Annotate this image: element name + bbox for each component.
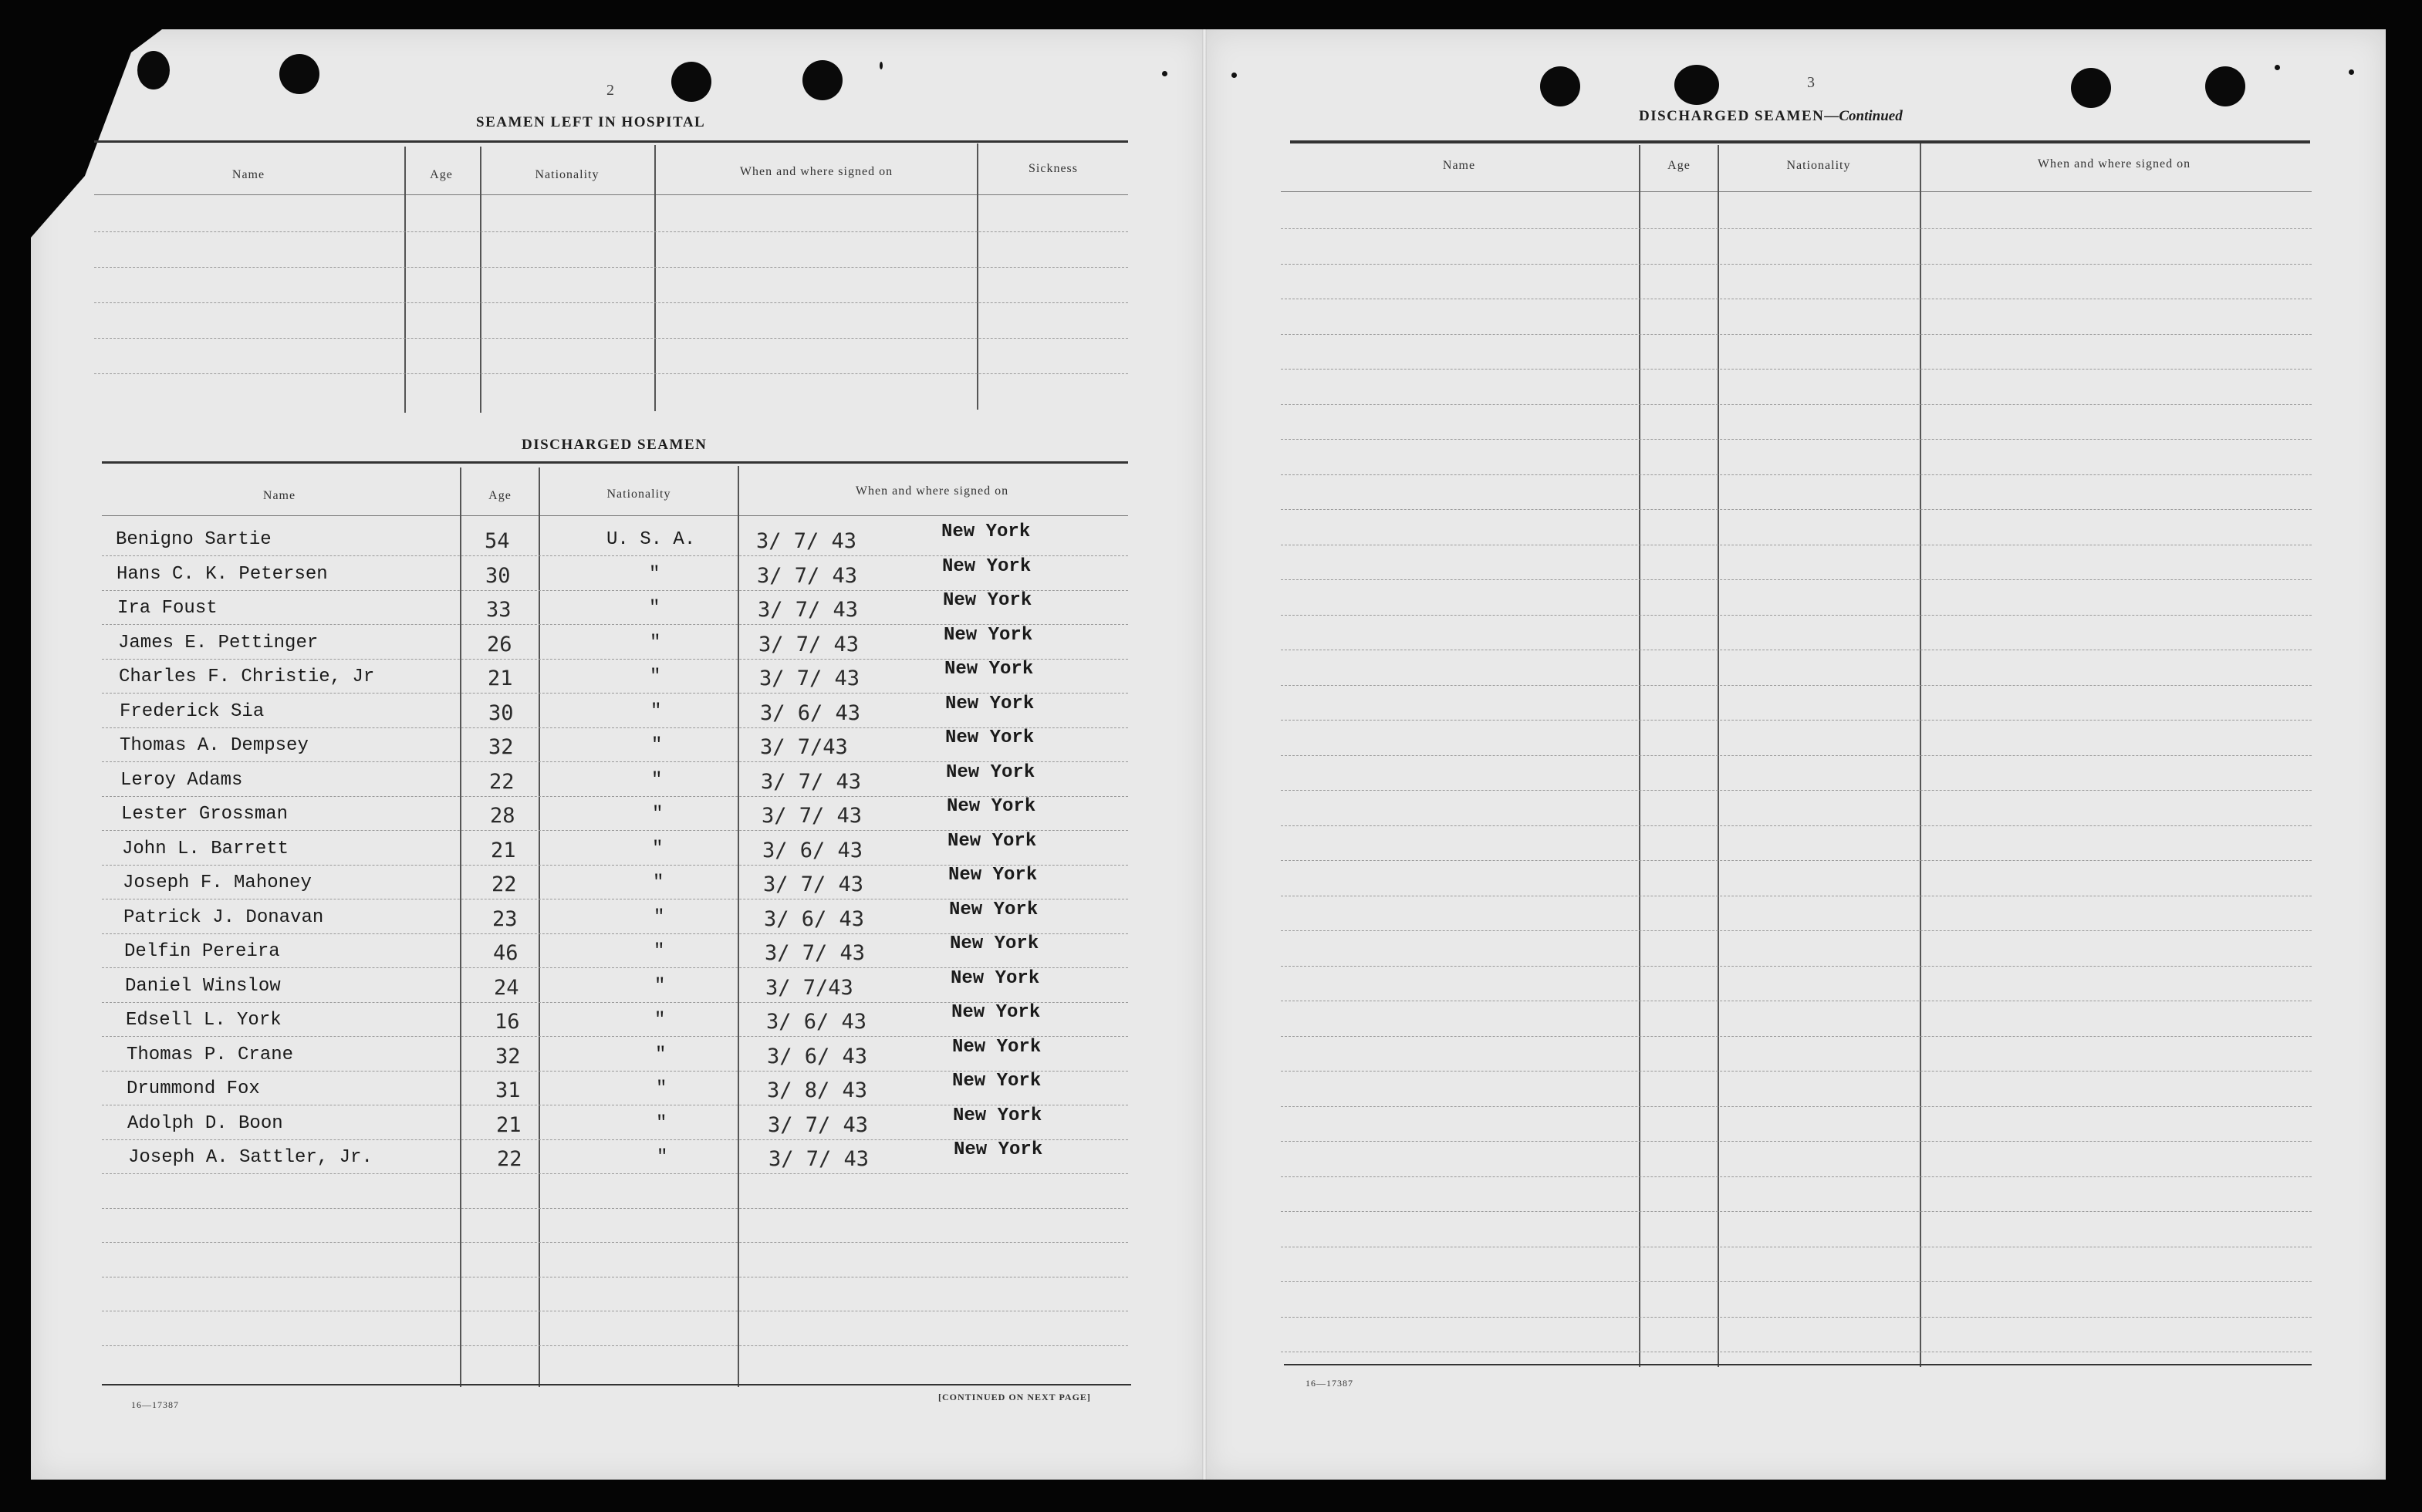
- row-nationality: ": [652, 804, 664, 825]
- discharged-section-title: DISCHARGED SEAMEN: [522, 437, 708, 453]
- hospital-col-name: Name: [231, 168, 265, 181]
- ruled-line: [102, 1277, 1128, 1278]
- page-number-left: 2: [606, 82, 614, 99]
- binder-hole: [671, 62, 711, 102]
- continued-note: [CONTINUED ON NEXT PAGE]: [938, 1392, 1091, 1402]
- right-title-main: DISCHARGED SEAMEN: [1639, 108, 1825, 124]
- binder-hole: [2071, 68, 2111, 108]
- ruled-line: [94, 267, 1128, 268]
- row-nationality: ": [656, 1078, 667, 1099]
- row-age: 46: [493, 941, 519, 965]
- row-date: 3/ 7/ 43: [763, 872, 864, 896]
- binder-hole: [279, 54, 319, 94]
- binder-hole: [802, 60, 843, 100]
- row-name: Thomas A. Dempsey: [120, 735, 309, 756]
- ruled-line: [1281, 1176, 2312, 1178]
- binder-hole: [137, 51, 170, 89]
- binder-hole: [1540, 66, 1580, 106]
- row-age: 32: [488, 735, 514, 759]
- row-nationality: ": [654, 906, 665, 928]
- discharged-head-rule: [102, 515, 1128, 516]
- ruled-line: [94, 302, 1128, 304]
- hospital-col-nationality: Nationality: [535, 168, 600, 181]
- paper-speck: [2349, 69, 2354, 75]
- row-date: 3/ 6/ 43: [762, 838, 863, 862]
- hospital-divider: [977, 143, 978, 410]
- row-name: Adolph D. Boon: [127, 1112, 283, 1134]
- row-nationality: ": [654, 1010, 666, 1031]
- row-date: 3/ 7/ 43: [761, 769, 862, 794]
- right-title-suffix: —Continued: [1824, 108, 1903, 124]
- row-place: New York: [946, 761, 1035, 783]
- ruled-line: [102, 1173, 1128, 1175]
- hospital-section-title: SEAMEN LEFT IN HOSPITAL: [476, 114, 706, 130]
- row-nationality: ": [657, 1147, 668, 1168]
- row-name: Hans C. K. Petersen: [117, 563, 328, 585]
- row-date: 3/ 7/ 43: [757, 563, 858, 588]
- ruled-line: [1281, 369, 2312, 370]
- row-nationality: ": [649, 598, 660, 619]
- row-nationality: ": [652, 838, 664, 859]
- row-date: 3/ 6/ 43: [766, 1010, 867, 1034]
- ruled-line: [1281, 1281, 2312, 1283]
- row-age: 21: [496, 1112, 522, 1137]
- row-name: Patrick J. Donavan: [123, 906, 324, 928]
- row-date: 3/ 7/43: [765, 975, 853, 1000]
- row-age: 26: [487, 632, 512, 656]
- row-place: New York: [952, 1036, 1042, 1058]
- ruled-line: [1281, 1001, 2312, 1002]
- ruled-line: [1281, 650, 2312, 651]
- row-place: New York: [945, 693, 1035, 714]
- row-nationality: ": [651, 735, 663, 756]
- discharged-divider: [460, 467, 461, 1387]
- row-name: Leroy Adams: [120, 769, 243, 791]
- page-spine: [1202, 29, 1207, 1480]
- row-name: Edsell L. York: [126, 1010, 282, 1031]
- ruled-line: [1281, 299, 2312, 300]
- row-name: Lester Grossman: [121, 804, 289, 825]
- row-date: 3/ 7/ 43: [765, 941, 866, 965]
- row-place: New York: [948, 865, 1038, 886]
- ruled-line: [1281, 579, 2312, 581]
- row-nationality: ": [650, 667, 661, 687]
- row-age: 31: [495, 1078, 521, 1102]
- ruled-line: [1281, 1036, 2312, 1038]
- row-date: 3/ 7/ 43: [768, 1147, 870, 1171]
- discharged-col-name: Name: [262, 489, 296, 502]
- ruled-line: [102, 1311, 1128, 1312]
- row-nationality: U. S. A.: [606, 529, 696, 550]
- hospital-col-age: Age: [430, 168, 453, 181]
- row-name: John L. Barrett: [122, 838, 289, 859]
- row-place: New York: [949, 899, 1039, 920]
- hospital-col-sickness: Sickness: [1029, 162, 1078, 175]
- row-place: New York: [943, 590, 1032, 611]
- row-place: New York: [947, 796, 1036, 817]
- row-nationality: ": [656, 1112, 667, 1134]
- row-place: New York: [945, 727, 1035, 748]
- ruled-line: [1281, 1317, 2312, 1318]
- ruled-line: [1281, 1352, 2312, 1353]
- row-date: 3/ 7/ 43: [758, 598, 859, 622]
- row-nationality: ": [649, 563, 660, 585]
- row-name: Drummond Fox: [127, 1078, 260, 1099]
- row-age: 32: [495, 1044, 521, 1068]
- form-number-right: 16—17387: [1306, 1378, 1353, 1389]
- ruled-line: [1281, 860, 2312, 862]
- ruled-line: [102, 1242, 1128, 1244]
- ruled-line: [1281, 334, 2312, 336]
- right-col-nationality: Nationality: [1786, 159, 1851, 172]
- row-date: 3/ 6/ 43: [767, 1044, 868, 1068]
- row-name: James E. Pettinger: [118, 632, 319, 653]
- row-age: 22: [491, 872, 517, 896]
- row-name: Delfin Pereira: [124, 941, 280, 962]
- ruled-line: [1281, 1106, 2312, 1108]
- ruled-line: [1281, 1247, 2312, 1248]
- row-name: Benigno Sartie: [116, 529, 272, 550]
- ruled-line: [1281, 228, 2312, 230]
- row-date: 3/ 8/ 43: [767, 1078, 868, 1102]
- row-place: New York: [948, 830, 1037, 852]
- right-col-signed-on: When and where signed on: [2037, 157, 2191, 170]
- discharged-divider: [738, 466, 739, 1387]
- right-col-name: Name: [1442, 159, 1476, 172]
- ruled-line: [1281, 1141, 2312, 1142]
- row-name: Frederick Sia: [120, 700, 265, 722]
- row-date: 3/ 7/ 43: [762, 804, 863, 828]
- discharged-top-rule: [102, 461, 1128, 464]
- hospital-head-rule: [94, 194, 1128, 195]
- discharged-divider: [539, 467, 540, 1387]
- ruled-line: [1281, 404, 2312, 406]
- ruled-line: [102, 1208, 1128, 1210]
- row-nationality: ": [654, 975, 666, 997]
- row-name: Ira Foust: [117, 598, 218, 619]
- row-place: New York: [954, 1139, 1043, 1160]
- ruled-line: [1281, 825, 2312, 827]
- ruled-line: [102, 1345, 1128, 1347]
- row-name: Thomas P. Crane: [127, 1044, 294, 1065]
- row-date: 3/ 7/43: [760, 735, 848, 759]
- row-age: 16: [495, 1010, 520, 1034]
- row-age: 33: [486, 598, 512, 622]
- ruled-line: [1281, 685, 2312, 687]
- row-nationality: ": [650, 700, 662, 722]
- row-place: New York: [951, 967, 1040, 989]
- right-bottom-rule: [1284, 1364, 2312, 1365]
- row-age: 22: [497, 1147, 522, 1171]
- row-name: Charles F. Christie, Jr: [119, 667, 375, 687]
- row-place: New York: [951, 1002, 1041, 1023]
- row-place: New York: [950, 933, 1039, 954]
- ruled-line: [1281, 1071, 2312, 1072]
- ruled-line: [1281, 264, 2312, 265]
- ruled-line: [94, 231, 1128, 233]
- ruled-line: [1281, 1211, 2312, 1213]
- ruled-line: [1281, 615, 2312, 616]
- paper-speck: [1231, 73, 1237, 78]
- discharged-col-age: Age: [488, 489, 512, 502]
- ruled-line: [1281, 474, 2312, 476]
- row-name: Joseph F. Mahoney: [123, 872, 312, 893]
- row-date: 3/ 7/ 43: [768, 1112, 869, 1137]
- row-name: Daniel Winslow: [125, 975, 281, 997]
- row-age: 22: [489, 769, 515, 794]
- row-place: New York: [941, 521, 1031, 542]
- ruled-line: [1281, 545, 2312, 546]
- row-nationality: ": [650, 632, 661, 653]
- right-col-age: Age: [1667, 159, 1691, 172]
- page-number-right: 3: [1807, 74, 1815, 91]
- row-age: 28: [490, 804, 515, 828]
- row-date: 3/ 6/ 43: [760, 700, 861, 725]
- paper-speck: [2275, 65, 2280, 70]
- row-age: 30: [485, 563, 511, 588]
- discharged-bottom-rule: [102, 1384, 1131, 1385]
- row-date: 3/ 7/ 43: [759, 667, 860, 690]
- row-nationality: ": [654, 941, 665, 962]
- row-place: New York: [944, 659, 1034, 680]
- ruled-line: [1281, 896, 2312, 897]
- row-date: 3/ 7/ 43: [758, 632, 860, 656]
- right-section-title: [1639, 108, 1903, 125]
- row-place: New York: [944, 624, 1033, 646]
- form-number-left: 16—17387: [131, 1399, 179, 1410]
- row-age: 21: [488, 667, 513, 690]
- paper-speck: [1162, 71, 1167, 76]
- ruled-line: [1281, 755, 2312, 757]
- row-nationality: ": [653, 872, 664, 893]
- row-place: New York: [952, 1071, 1042, 1092]
- discharged-col-signed-on: When and where signed on: [855, 484, 1009, 498]
- ruled-line: [1281, 930, 2312, 932]
- row-place: New York: [953, 1105, 1042, 1126]
- row-age: 30: [488, 700, 514, 725]
- hospital-divider: [654, 145, 656, 411]
- row-age: 21: [491, 838, 516, 862]
- discharged-col-nationality: Nationality: [606, 488, 671, 501]
- row-age: 54: [485, 529, 510, 553]
- row-date: 3/ 6/ 43: [764, 906, 865, 931]
- row-date: 3/ 7/ 43: [756, 529, 857, 553]
- ruled-line: [94, 373, 1128, 375]
- ruled-line: [1281, 966, 2312, 967]
- row-nationality: ": [655, 1044, 667, 1065]
- right-top-rule: [1290, 140, 2310, 143]
- ruled-line: [1281, 720, 2312, 721]
- row-age: 23: [492, 906, 518, 931]
- row-nationality: ": [651, 769, 663, 791]
- hospital-top-rule: [94, 140, 1128, 143]
- row-age: 24: [494, 975, 519, 1000]
- paper-speck: [880, 62, 883, 69]
- ruled-line: [1281, 439, 2312, 440]
- binder-hole: [1674, 65, 1719, 105]
- ruled-line: [94, 338, 1128, 339]
- row-name: Joseph A. Sattler, Jr.: [128, 1147, 373, 1168]
- binder-hole: [2205, 66, 2245, 106]
- ruled-line: [1281, 790, 2312, 791]
- right-head-rule: [1281, 191, 2312, 192]
- hospital-col-signed-on: When and where signed on: [739, 165, 893, 178]
- ruled-line: [1281, 509, 2312, 511]
- row-place: New York: [942, 555, 1032, 577]
